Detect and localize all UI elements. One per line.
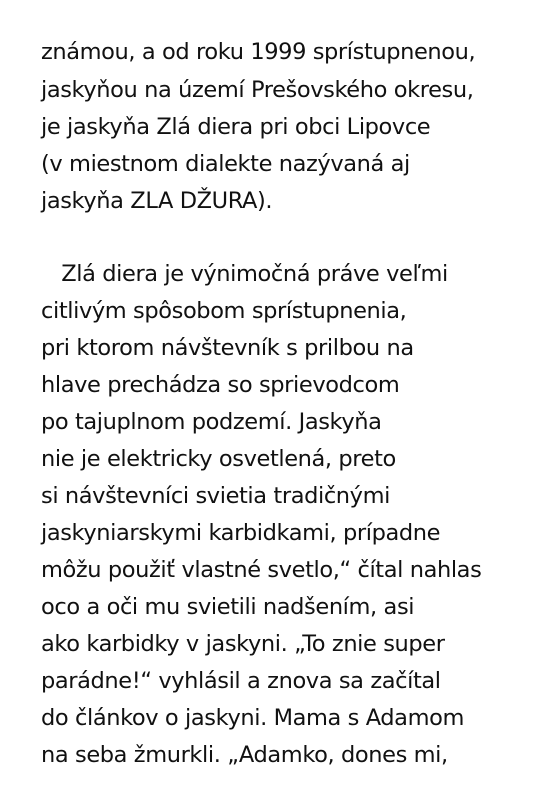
text-line: jaskyňou na území Prešovského okresu,: [41, 77, 474, 103]
text-line: pri ktorom návštevník s prilbou na: [41, 335, 414, 361]
text-line: je jaskyňa Zlá diera pri obci Lipovce: [41, 114, 431, 140]
text-line: jaskyňa ZLA DŽURA).: [41, 188, 273, 214]
text-line: hlave prechádza so sprievodcom: [41, 372, 400, 398]
text-line: oco a oči mu svietili nadšením, asi: [41, 594, 415, 620]
text-line: Zlá diera je výnimočná práve veľmi: [41, 261, 448, 287]
text-line: si návštevníci svietia tradičnými: [41, 483, 390, 509]
text-line: môžu použiť vlastné svetlo,“ čítal nahlas: [41, 557, 482, 583]
text-line: ako karbidky v jaskyni. „To znie super: [41, 631, 445, 657]
text-line: (v miestnom dialekte nazývaná aj: [41, 151, 410, 177]
text-line: parádne!“ vyhlásil a znova sa začítal: [41, 668, 441, 694]
text-line: na seba žmurkli. „Adamko, dones mi,: [41, 742, 448, 768]
text-line: citlivým spôsobom sprístupnenia,: [41, 298, 407, 324]
text-line: nie je elektricky osvetlená, preto: [41, 446, 396, 472]
text-line: do článkov o jaskyni. Mama s Adamom: [41, 705, 464, 731]
text-line: jaskyniarskymi karbidkami, prípadne: [41, 520, 441, 546]
text-line: po tajuplnom podzemí. Jaskyňa: [41, 409, 382, 435]
text-line: známou, a od roku 1999 sprístupnenou,: [41, 39, 476, 65]
